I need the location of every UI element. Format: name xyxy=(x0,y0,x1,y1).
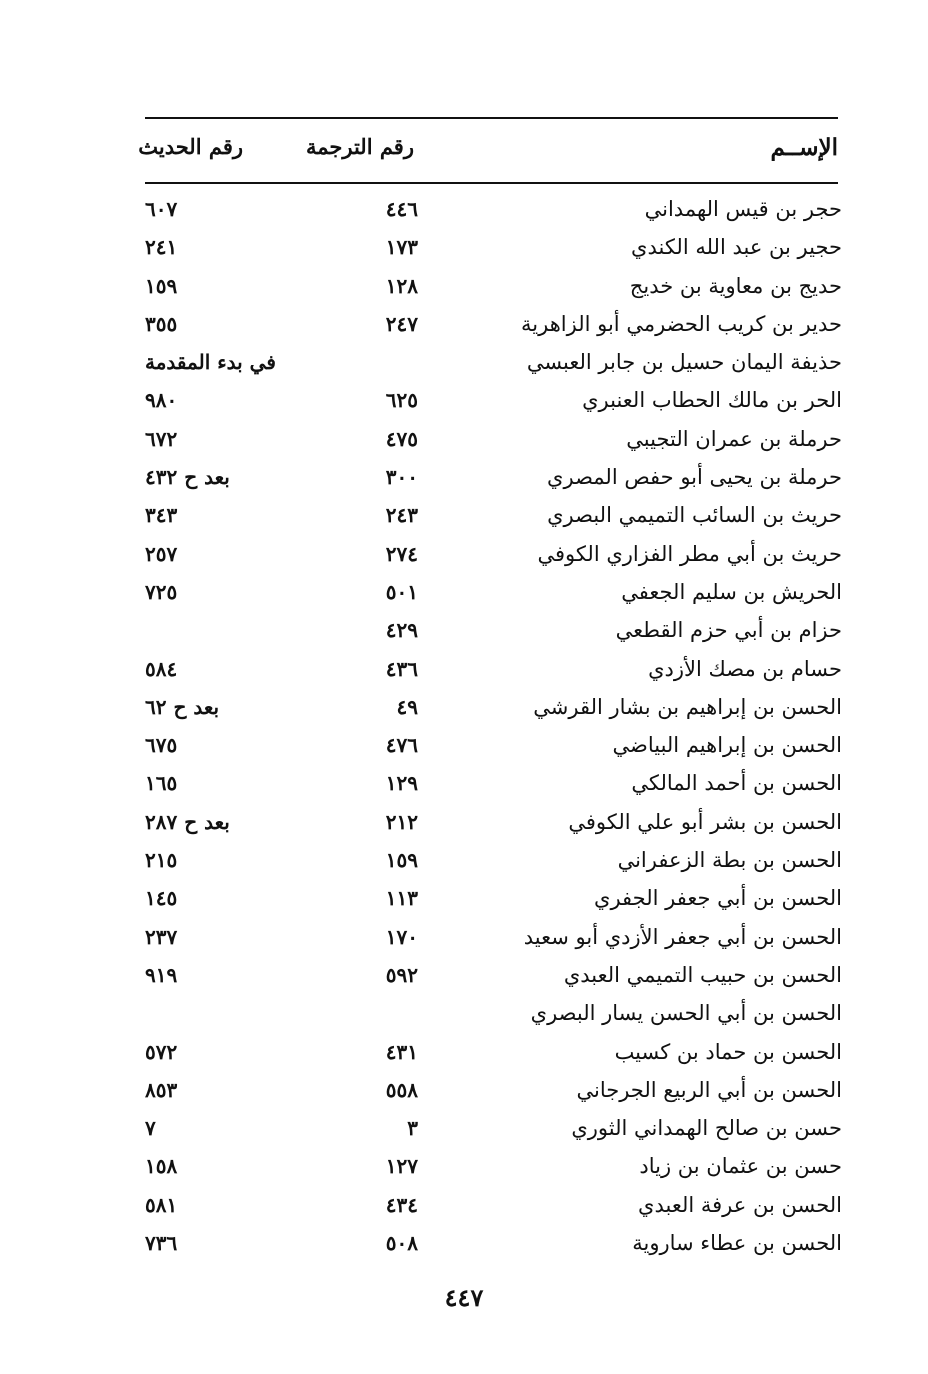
table-row xyxy=(145,1147,850,1185)
entry-name: حريث بن السائب التميمي البصري xyxy=(547,503,842,528)
header-rule xyxy=(145,182,838,184)
page-number: ٤٤٧ xyxy=(444,1283,484,1312)
entry-tarjama-number: ٤٣١ xyxy=(385,1039,418,1064)
entry-tarjama-number: ٣٠٠ xyxy=(385,465,418,490)
entry-tarjama-number: ١٧٣ xyxy=(385,235,418,260)
table-row xyxy=(145,305,850,343)
table-row xyxy=(145,764,850,802)
table-row xyxy=(145,458,850,496)
entry-name: الحسن بن أبي جعفر الجفري xyxy=(594,886,842,911)
table-row xyxy=(145,573,850,611)
top-rule xyxy=(145,117,838,119)
entry-name: الحر بن مالك الحطاب العنبري xyxy=(582,388,842,413)
table-row xyxy=(145,879,850,917)
table-row xyxy=(145,1186,850,1224)
entry-hadith-number: ٦٧٢ xyxy=(145,426,178,451)
entry-tarjama-number: ٥٥٨ xyxy=(385,1077,418,1102)
entry-hadith-number: بعد ح ٤٣٢ xyxy=(145,465,230,490)
table-row xyxy=(145,1109,850,1147)
entry-name: حرملة بن يحيى أبو حفص المصري xyxy=(547,465,842,490)
entry-hadith-number: ٧٢٥ xyxy=(145,579,178,604)
entry-name: حجير بن عبد الله الكندي xyxy=(631,235,842,260)
entry-hadith-number: ٧٣٦ xyxy=(145,1231,178,1256)
entry-tarjama-number: ٢١٢ xyxy=(385,809,418,834)
entry-hadith-number: ٩٨٠ xyxy=(145,388,178,413)
table-row xyxy=(145,1224,850,1262)
entry-name: حذيفة اليمان حسيل بن جابر العبسي xyxy=(526,350,842,375)
entry-hadith-number: ٨٥٣ xyxy=(145,1077,178,1102)
entry-name: الحسن بن أبي الربيع الجرجاني xyxy=(576,1077,842,1102)
entry-tarjama-number: ٤٢٩ xyxy=(385,618,418,643)
entry-tarjama-number: ١١٣ xyxy=(385,886,418,911)
table-row xyxy=(145,228,850,266)
entry-name: الحسن بن أبي الحسن يسار البصري xyxy=(530,1001,842,1026)
entry-hadith-number: ٢٥٧ xyxy=(145,541,178,566)
entry-hadith-number: ٥٧٢ xyxy=(145,1039,178,1064)
entry-name: الحسن بن عطاء ساروية xyxy=(632,1231,842,1256)
entry-name: حديج بن معاوية بن خديج xyxy=(629,273,842,298)
entry-name: حسام بن مصك الأزدي xyxy=(648,656,842,681)
entry-name: حسن بن عثمان بن زياد xyxy=(639,1154,842,1179)
entry-tarjama-number: ٢٤٣ xyxy=(385,503,418,528)
entry-tarjama-number: ١٢٧ xyxy=(385,1154,418,1179)
entry-tarjama-number: ٤٤٦ xyxy=(385,197,418,221)
entry-tarjama-number: ٦٢٥ xyxy=(385,388,418,413)
entry-tarjama-number: ٤٩ xyxy=(396,694,418,719)
entry-name: الحسن بن إبراهيم بن بشار القرشي xyxy=(533,694,842,719)
table-row xyxy=(145,650,850,688)
entry-hadith-number: في بدء المقدمة xyxy=(145,350,276,375)
entry-name: الحريش بن سليم الجعفي xyxy=(621,579,842,604)
entry-hadith-number: ٣٥٥ xyxy=(145,311,178,336)
entry-tarjama-number: ٥٠٨ xyxy=(385,1231,418,1256)
table-row xyxy=(145,726,850,764)
entry-name: الحسن بن أحمد المالكي xyxy=(631,771,842,796)
entry-hadith-number: ٥٨٤ xyxy=(145,656,178,681)
column-header-hadith: رقم الحديث xyxy=(138,134,243,159)
table-row xyxy=(145,841,850,879)
entry-name: الحسن بن حبيب التميمي العبدي xyxy=(563,962,842,987)
entry-hadith-number: ٢٣٧ xyxy=(145,924,178,949)
entry-tarjama-number: ١٢٨ xyxy=(385,273,418,298)
entry-tarjama-number: ١٥٩ xyxy=(385,848,418,873)
entry-hadith-number: ٩١٩ xyxy=(145,962,178,987)
entry-tarjama-number: ٢٤٧ xyxy=(385,311,418,336)
table-row xyxy=(145,1071,850,1109)
index-table-body xyxy=(145,190,850,1256)
column-header-name: الإســم xyxy=(770,134,838,161)
table-row xyxy=(145,688,850,726)
entry-hadith-number: ٦٠٧ xyxy=(145,197,178,221)
entry-tarjama-number: ٤٧٥ xyxy=(385,426,418,451)
entry-hadith-number: ٢١٥ xyxy=(145,848,178,873)
entry-tarjama-number: ٤٣٤ xyxy=(385,1192,418,1217)
entry-hadith-number: بعد ح ٦٢ xyxy=(145,694,220,719)
entry-tarjama-number: ٢٧٤ xyxy=(385,541,418,566)
entry-name: الحسن بن إبراهيم البياضي xyxy=(612,733,842,758)
table-row xyxy=(145,381,850,419)
entry-name: الحسن بن أبي جعفر الأزدي أبو سعيد xyxy=(523,924,842,949)
entry-tarjama-number: ١٢٩ xyxy=(385,771,418,796)
entry-hadith-number: ٢٤١ xyxy=(145,235,178,260)
entry-name: الحسن بن بطة الزعفراني xyxy=(617,848,842,873)
entry-hadith-number: بعد ح ٢٨٧ xyxy=(145,809,230,834)
entry-hadith-number: ١٤٥ xyxy=(145,886,178,911)
entry-name: حدير بن كريب الحضرمي أبو الزاهرية xyxy=(521,311,842,336)
table-row xyxy=(145,420,850,458)
table-row xyxy=(145,918,850,956)
table-row xyxy=(145,1033,850,1071)
entry-hadith-number: ٦٧٥ xyxy=(145,733,178,758)
entry-name: حريث بن أبي مطر الفزاري الكوفي xyxy=(537,541,842,566)
entry-name: حزام بن أبي حزم القطعي xyxy=(615,618,842,643)
table-row xyxy=(145,535,850,573)
entry-hadith-number: ٣٤٣ xyxy=(145,503,178,528)
entry-tarjama-number: ٥٩٢ xyxy=(385,962,418,987)
entry-name: حجر بن قيس الهمداني xyxy=(644,197,842,221)
entry-tarjama-number: ١٧٠ xyxy=(385,924,418,949)
entry-tarjama-number: ٤٣٦ xyxy=(385,656,418,681)
entry-name: الحسن بن بشر أبو علي الكوفي xyxy=(568,809,842,834)
table-row xyxy=(145,994,850,1032)
entry-name: حرملة بن عمران التجيبي xyxy=(626,426,842,451)
table-row xyxy=(145,956,850,994)
table-row xyxy=(145,803,850,841)
entry-name: حسن بن صالح الهمداني الثوري xyxy=(571,1116,842,1141)
table-row xyxy=(145,611,850,649)
table-row xyxy=(145,267,850,305)
entry-name: الحسن بن عرفة العبدي xyxy=(638,1192,842,1217)
table-header xyxy=(138,126,838,176)
table-row xyxy=(145,190,850,228)
entry-name: الحسن بن حماد بن كسيب xyxy=(614,1039,842,1064)
entry-hadith-number: ٥٨١ xyxy=(145,1192,178,1217)
entry-hadith-number: ١٥٨ xyxy=(145,1154,178,1179)
entry-tarjama-number: ٤٧٦ xyxy=(385,733,418,758)
table-row xyxy=(145,343,850,381)
entry-tarjama-number: ٣ xyxy=(407,1116,418,1141)
column-header-tarjama: رقم الترجمة xyxy=(305,134,414,159)
entry-tarjama-number: ٥٠١ xyxy=(385,579,418,604)
entry-hadith-number: ١٥٩ xyxy=(145,273,178,298)
entry-hadith-number: ١٦٥ xyxy=(145,771,178,796)
table-row xyxy=(145,496,850,534)
entry-hadith-number: ٧ xyxy=(145,1116,156,1141)
